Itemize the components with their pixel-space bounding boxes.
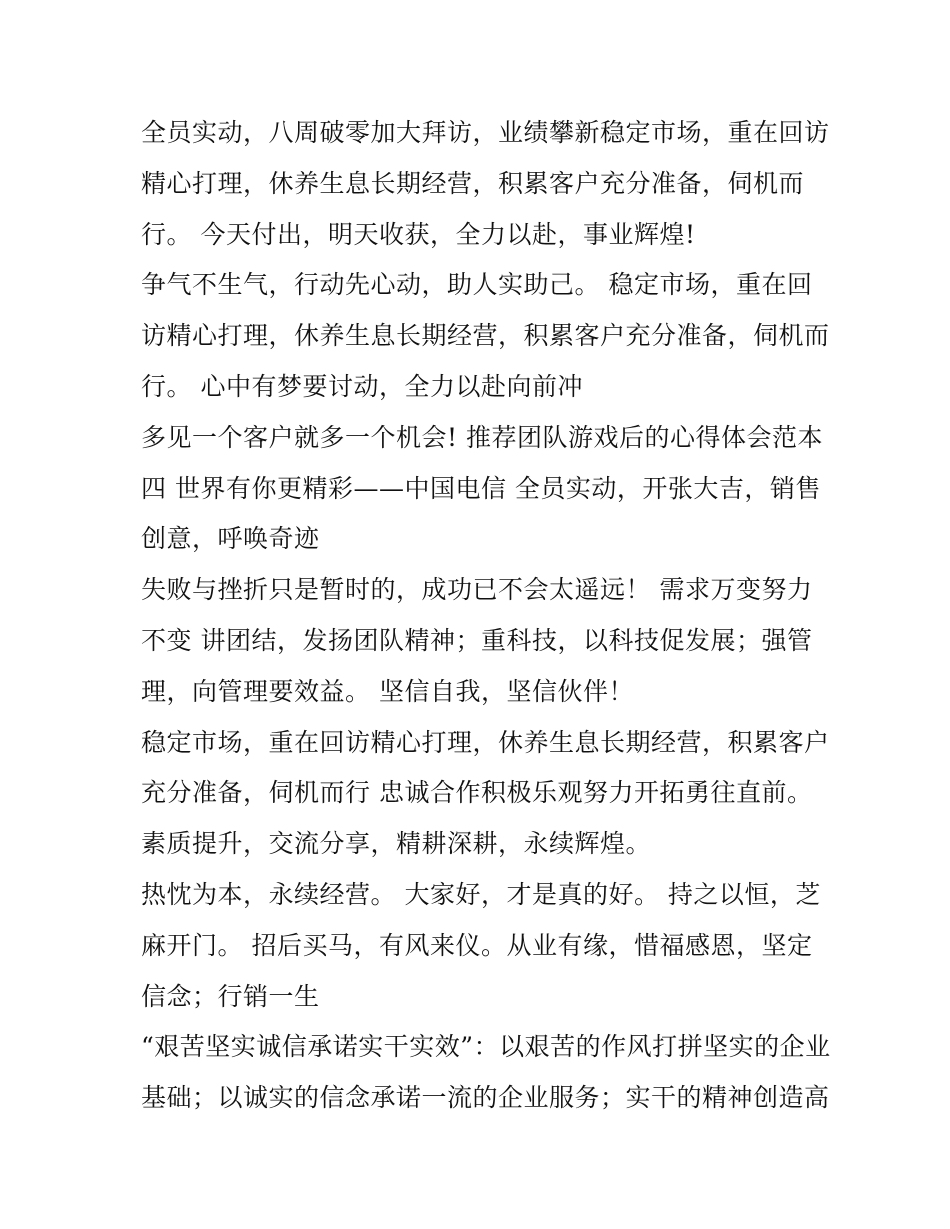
text-line: 麻开门。 招后买马，有风来仪。从业有缘，惜福感恩，坚定 <box>141 930 813 960</box>
text-line: 素质提升，交流分享，精耕深耕，永续辉煌。 <box>141 829 652 859</box>
text-line: 访精心打理，休养生息长期经营，积累客户充分准备，伺机而 <box>141 321 830 351</box>
text-line: 全员实动，八周破零加大拜访，业绩攀新稳定市场，重在回访 <box>141 118 830 147</box>
text-line: 基础；以诚实的信念承诺一流的企业服务；实干的精神创造高 <box>141 1083 830 1113</box>
text-line: 充分准备，伺机而行 忠诚合作积极乐观努力开拓勇往直前。 <box>141 778 813 808</box>
text-line: 信念；行销一生 <box>141 981 320 1011</box>
text-line: 理，向管理要效益。 坚信自我，坚信伙伴！ <box>141 676 634 706</box>
text-line: 多见一个客户就多一个机会! 推荐团队游戏后的心得体会范本 <box>141 422 823 452</box>
text-line: 精心打理，休养生息长期经营，积累客户充分准备，伺机而 <box>141 168 805 198</box>
text-line: 失败与挫折只是暂时的，成功已不会太遥远！ 需求万变努力 <box>141 575 813 605</box>
text-line: 创意，呼唤奇迹 <box>141 524 320 554</box>
text-line: 稳定市场，重在回访精心打理，休养生息长期经营，积累客户 <box>141 727 830 757</box>
text-line: 争气不生气，行动先心动，助人实助己。 稳定市场，重在回 <box>141 270 813 300</box>
text-line: 行。 今天付出，明天收获，全力以赴，事业辉煌! <box>141 219 696 249</box>
text-line: 四 世界有你更精彩——中国电信 全员实动，开张大吉，销售 <box>141 473 821 503</box>
text-line: “艰苦坚实诚信承诺实干实效”：以艰苦的作风打拼坚实的企业 <box>141 1032 831 1062</box>
text-line: 行。 心中有梦要讨动，全力以赴向前冲 <box>141 371 583 401</box>
text-line: 不变 讲团结，发扬团队精神；重科技，以科技促发展；强管 <box>141 625 813 655</box>
document-body <box>141 108 831 1124</box>
text-line: 热忱为本，永续经营。 大家好，才是真的好。 持之以恒，芝 <box>141 879 821 909</box>
